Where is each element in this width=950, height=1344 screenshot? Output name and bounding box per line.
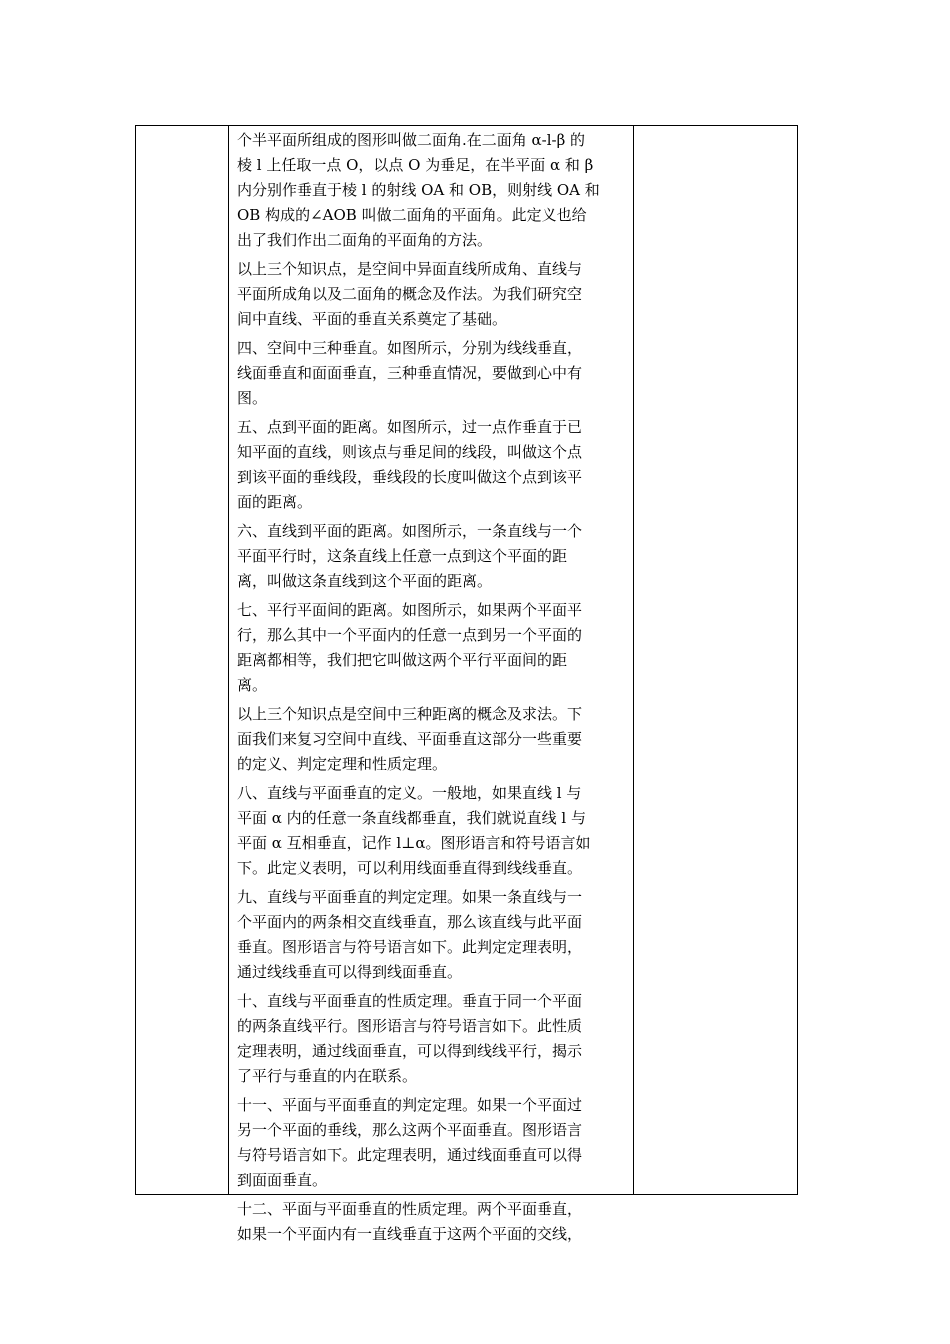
text-line: 了平行与垂直的内在联系。 (237, 1067, 418, 1085)
text-line: 定理表明，通过线面垂直，可以得到线线平行，揭示 (237, 1042, 583, 1060)
text-line: 九、直线与平面垂直的判定定理。如果一条直线与一 (237, 888, 583, 906)
text-line: 行，那么其中一个平面内的任意一点到另一个平面的 (237, 626, 583, 644)
text-line: 图。 (237, 389, 268, 407)
text-line: 五、点到平面的距离。如图所示，过一点作垂直于已 (237, 418, 583, 436)
text-line: 平面平行时，这条直线上任意一点到这个平面的距 (237, 547, 568, 565)
text-line: 内分别作垂直于棱 l 的射线 OA 和 OB，则射线 OA 和 (237, 181, 600, 199)
text-line: 个半平面所组成的图形叫做二面角.在二面角 α-l-β 的 (237, 131, 586, 149)
paragraph-summary-distances (237, 702, 627, 777)
paragraph-dihedral-angle-def (237, 128, 627, 253)
text-line: 十二、平面与平面垂直的性质定理。两个平面垂直， (237, 1200, 583, 1218)
text-line: 以上三个知识点，是空间中异面直线所成角、直线与 (237, 260, 583, 278)
text-line: 离。 (237, 676, 268, 694)
paragraph-item-6 (237, 519, 627, 594)
text-line: 六、直线到平面的距离。如图所示，一条直线与一个 (237, 522, 583, 540)
text-line: 平面 α 互相垂直，记作 l⊥α。图形语言和符号语言如 (237, 834, 591, 852)
text-line: 距离都相等，我们把它叫做这两个平行平面间的距 (237, 651, 568, 669)
text-line: 与符号语言如下。此定理表明，通过线面垂直可以得 (237, 1146, 583, 1164)
text-line: 以上三个知识点是空间中三种距离的概念及求法。下 (237, 705, 583, 723)
lesson-table (135, 125, 798, 1243)
text-line: OB 构成的∠AOB 叫做二面角的平面角。此定义也给 (237, 206, 587, 224)
column-divider-right (633, 126, 634, 1194)
text-line: 平面所成角以及二面角的概念及作法。为我们研究空 (237, 285, 583, 303)
paragraph-item-8 (237, 781, 627, 881)
text-line: 面的距离。 (237, 493, 313, 511)
lesson-content-cell (237, 128, 627, 1247)
text-line: 间中直线、平面的垂直关系奠定了基础。 (237, 310, 508, 328)
text-line: 垂直。图形语言与符号语言如下。此判定定理表明， (237, 938, 583, 956)
paragraph-item-11 (237, 1093, 627, 1193)
text-line: 出了我们作出二面角的平面角的方法。 (237, 231, 493, 249)
text-line: 知平面的直线，则该点与垂足间的线段，叫做这个点 (237, 443, 583, 461)
paragraph-item-12 (237, 1197, 627, 1247)
text-line: 离，叫做这条直线到这个平面的距离。 (237, 572, 493, 590)
text-line: 十一、平面与平面垂直的判定定理。如果一个平面过 (237, 1096, 583, 1114)
text-line: 线面垂直和面面垂直，三种垂直情况，要做到心中有 (237, 364, 583, 382)
text-line: 个平面内的两条相交直线垂直，那么该直线与此平面 (237, 913, 583, 931)
paragraph-item-9 (237, 885, 627, 985)
text-line: 到面面垂直。 (237, 1171, 328, 1189)
paragraph-item-5 (237, 415, 627, 515)
text-line: 十、直线与平面垂直的性质定理。垂直于同一个平面 (237, 992, 583, 1010)
text-line: 通过线线垂直可以得到线面垂直。 (237, 963, 463, 981)
text-line: 平面 α 内的任意一条直线都垂直，我们就说直线 l 与 (237, 809, 587, 827)
text-line: 四、空间中三种垂直。如图所示，分别为线线垂直， (237, 339, 583, 357)
paragraph-summary-angles (237, 257, 627, 332)
column-divider-left (228, 126, 229, 1194)
paragraph-item-7 (237, 598, 627, 698)
text-line: 另一个平面的垂线，那么这两个平面垂直。图形语言 (237, 1121, 583, 1139)
text-line: 棱 l 上任取一点 O，以点 O 为垂足，在半平面 α 和 β (237, 156, 594, 174)
text-line: 下。此定义表明，可以利用线面垂直得到线线垂直。 (237, 859, 583, 877)
text-line: 到该平面的垂线段，垂线段的长度叫做这个点到该平 (237, 468, 583, 486)
text-line: 八、直线与平面垂直的定义。一般地，如果直线 l 与 (237, 784, 582, 802)
text-line: 的定义、判定定理和性质定理。 (237, 755, 448, 773)
text-line: 面我们来复习空间中直线、平面垂直这部分一些重要 (237, 730, 583, 748)
paragraph-item-4 (237, 336, 627, 411)
text-line: 七、平行平面间的距离。如图所示，如果两个平面平 (237, 601, 583, 619)
text-line: 如果一个平面内有一直线垂直于这两个平面的交线， (237, 1225, 583, 1243)
text-line: 的两条直线平行。图形语言与符号语言如下。此性质 (237, 1017, 583, 1035)
paragraph-item-10 (237, 989, 627, 1089)
